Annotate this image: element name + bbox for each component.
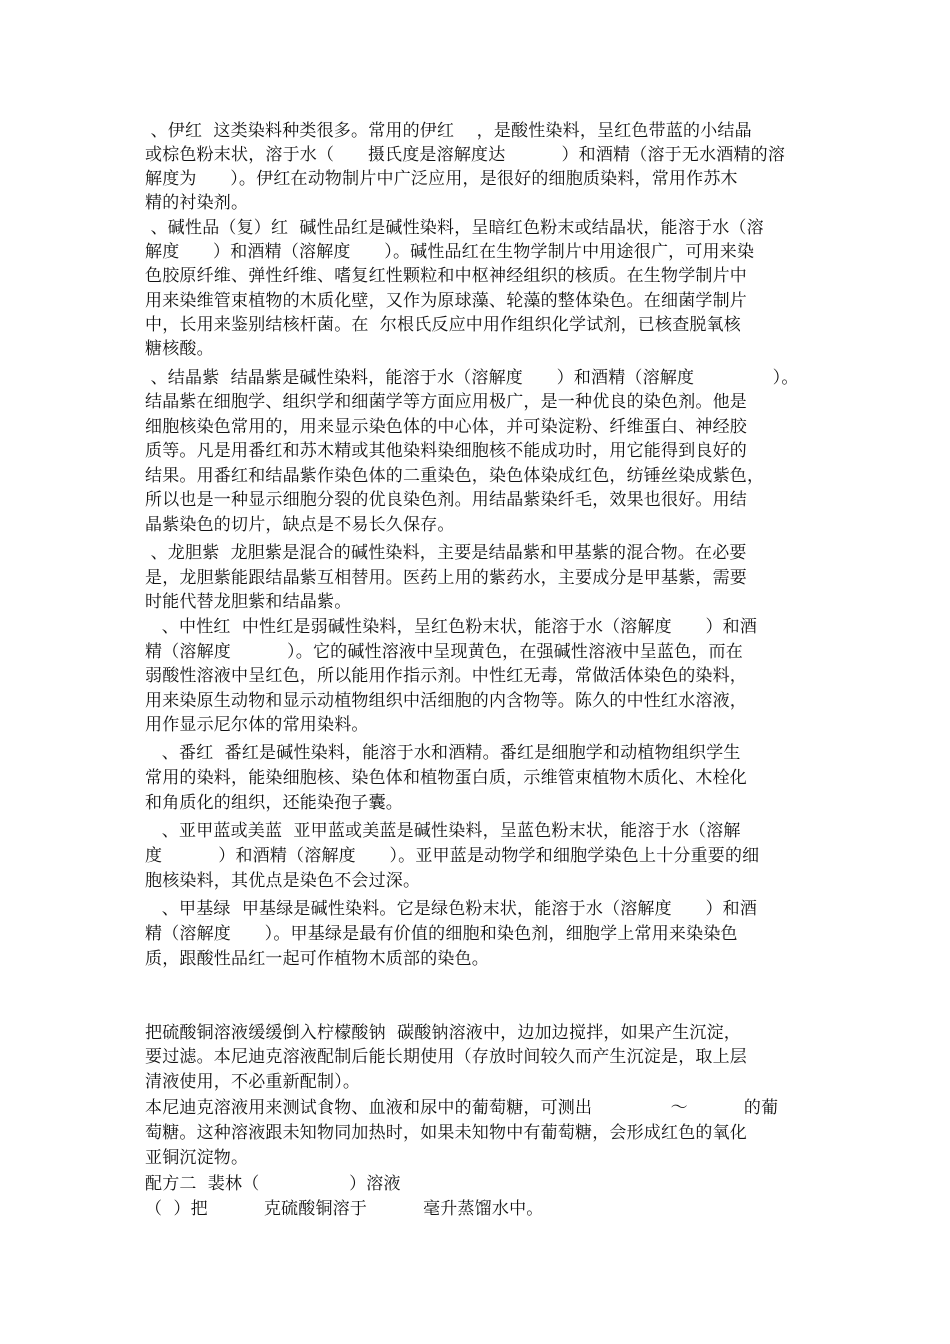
text-line: 细胞核染色常用的，用来显示染色体的中心体，并可染淀粉、纤维蛋白、神经胶 <box>145 417 747 437</box>
text-line: 中，长用来鉴别结核杆菌。在 尔根氏反应中用作组织化学试剂，已核查脱氧核 <box>145 315 742 335</box>
text-line: 亚铜沉淀物。 <box>145 1148 249 1168</box>
text-line: 用作显示尼尔体的常用染料。 <box>145 715 369 735</box>
text-line: 、番红 番红是碱性染料，能溶于水和酒精。番红是细胞学和动植物组织学生 <box>145 743 741 763</box>
text-line: 、甲基绿 甲基绿是碱性染料。它是绿色粉末状，能溶于水（溶解度 ）和酒 <box>145 899 758 919</box>
text-line: 精（溶解度 ）。它的碱性溶液中呈现黄色，在强碱性溶液中呈蓝色，而在 <box>145 642 743 662</box>
text-line: 用来染原生动物和显示动植物组织中活细胞的内含物等。陈久的中性红水溶液， <box>145 691 747 711</box>
text-line: 是，龙胆紫能跟结晶紫互相替用。医药上用的紫药水，主要成分是甲基紫，需要 <box>145 568 747 588</box>
text-line: 配方二 裴林（ ）溶液 <box>145 1174 401 1194</box>
text-line: 或棕色粉末状，溶于水（ 摄氏度是溶解度达 ）和酒精（溶于无水酒精的溶 <box>145 145 786 165</box>
text-line: 结晶紫在细胞学、组织学和细菌学等方面应用极广，是一种优良的染色剂。他是 <box>145 392 747 412</box>
text-line: 清液使用，不必重新配制）。 <box>145 1072 361 1092</box>
text-line: 解度 ）和酒精（溶解度 ）。碱性品红在生物学制片中用途很广，可用来染 <box>145 242 755 262</box>
text-line: 、伊红 这类染料种类很多。常用的伊红 ，是酸性染料，呈红色带蓝的小结晶 <box>145 121 752 141</box>
text-line: 本尼迪克溶液用来测试食物、血液和尿中的葡萄糖，可测出 ～ 的葡 <box>145 1098 779 1118</box>
text-line: 晶紫染色的切片，缺点是不易长久保存。 <box>145 515 455 535</box>
text-line: 胞核染料，其优点是染色不会过深。 <box>145 871 421 891</box>
text-line: 度 ）和酒精（溶解度 ）。亚甲蓝是动物学和细胞学染色上十分重要的细 <box>145 846 760 866</box>
text-line: 糖核酸。 <box>145 339 214 359</box>
text-line: 和角质化的组织，还能染孢子囊。 <box>145 793 403 813</box>
text-line: 常用的染料，能染细胞核、染色体和植物蛋白质，示维管束植物木质化、木栓化 <box>145 768 747 788</box>
text-line: （ ）把 克硫酸铜溶于 毫升蒸馏水中。 <box>145 1199 544 1219</box>
text-line: 把硫酸铜溶液缓缓倒入柠檬酸钠 碳酸钠溶液中，边加边搅拌，如果产生沉淀， <box>145 1023 742 1043</box>
text-line: 质，跟酸性品红一起可作植物木质部的染色。 <box>145 949 489 969</box>
text-line: 、龙胆紫 龙胆紫是混合的碱性染料，主要是结晶紫和甲基紫的混合物。在必要 <box>145 543 747 563</box>
text-line: 弱酸性溶液中呈红色，所以能用作指示剂。中性红无毒，常做活体染色的染料， <box>145 666 747 686</box>
text-line: 、结晶紫 结晶紫是碱性染料，能溶于水（溶解度 ）和酒精（溶解度 ）。 <box>145 368 799 388</box>
text-line: 解度为 ）。伊红在动物制片中广泛应用，是很好的细胞质染料，常用作苏木 <box>145 169 738 189</box>
text-line: 精的衬染剂。 <box>145 193 249 213</box>
text-line: 色胶原纤维、弹性纤维、嗜复红性颗粒和中枢神经组织的核质。在生物学制片中 <box>145 266 747 286</box>
text-line: 结果。用番红和结晶紫作染色体的二重染色，染色体染成红色，纺锤丝染成紫色， <box>145 466 765 486</box>
text-line: 、碱性品（复）红 碱性品红是碱性染料，呈暗红色粉末或结晶状，能溶于水（溶 <box>145 218 764 238</box>
text-line: 、亚甲蓝或美蓝 亚甲蓝或美蓝是碱性染料，呈蓝色粉末状，能溶于水（溶解 <box>145 821 741 841</box>
text-line: 要过滤。本尼迪克溶液配制后能长期使用（存放时间较久而产生沉淀是，取上层 <box>145 1047 747 1067</box>
text-line: 时能代替龙胆紫和结晶紫。 <box>145 592 352 612</box>
text-line: 用来染维管束植物的木质化壁，又作为原球藻、轮藻的整体染色。在细菌学制片 <box>145 291 747 311</box>
text-line: 所以也是一种显示细胞分裂的优良染色剂。用结晶紫染纤毛，效果也很好。用结 <box>145 490 747 510</box>
text-line: 质等。凡是用番红和苏木精或其他染料染细胞核不能成功时，用它能得到良好的 <box>145 441 747 461</box>
text-line: 萄糖。这种溶液跟未知物同加热时，如果未知物中有葡萄糖，会形成红色的氧化 <box>145 1123 747 1143</box>
text-line: 、中性红 中性红是弱碱性染料，呈红色粉末状，能溶于水（溶解度 ）和酒 <box>145 617 758 637</box>
text-line: 精（溶解度 ）。甲基绿是最有价值的细胞和染色剂，细胞学上常用来染染色 <box>145 924 738 944</box>
